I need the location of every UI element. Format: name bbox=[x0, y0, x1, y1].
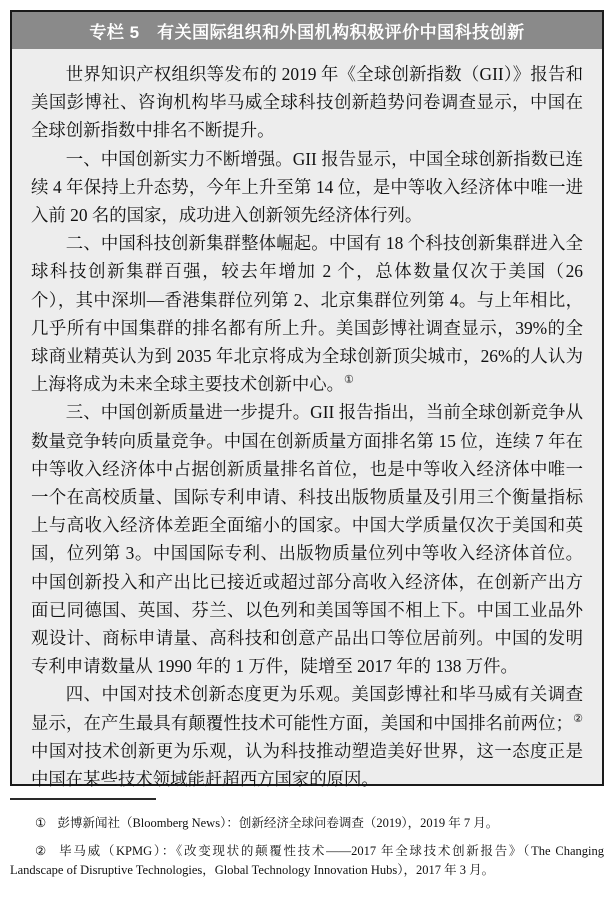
footnote-1-text: 彭博新闻社（Bloomberg News）：创新经济全球问卷调查（2019），2019 年 7 月。 bbox=[57, 816, 499, 830]
column-box-body bbox=[12, 49, 602, 793]
paragraph bbox=[31, 680, 583, 793]
footnotes-section bbox=[10, 798, 604, 889]
paragraph-text: 世界知识产权组织等发布的 2019 年《全球创新指数（GII）》报告和美国彭博社、咨询机构毕马威全球科技创新趋势问卷调查显示，中国在全球创新指数中排名不断提升。 bbox=[31, 64, 583, 141]
paragraph bbox=[31, 145, 583, 230]
paragraph-text: 一、中国创新实力不断增强。GII 报告显示，中国全球创新指数已连续 4 年保持上升态势，今年上升至第 14 位，是中等收入经济体中唯一进入前 20 名的国家，成功进入创新领先经济体行列。 bbox=[31, 148, 583, 226]
paragraph bbox=[31, 398, 583, 680]
paragraph-text: 四、中国对技术创新态度更为乐观。美国彭博社和毕马威有关调查显示，在产生最具有颠覆性技术可能性方面，美国和中国排名前两位； bbox=[31, 684, 583, 733]
footnote-2-marker: ② bbox=[35, 843, 48, 858]
paragraph-text: 二、中国科技创新集群整体崛起。中国有 18 个科技创新集群进入全球科技创新集群百强，较去年增加 2 个，总体数量仅次于美国（26 个），其中深圳—香港集群位列第 2、北京集群位列第 4。与上年相比，几乎所有中国集群的排名都有所上升。美国彭博社调查显示，39%的全球商业精英认为到 2035 年北京将成为全球创新顶尖城市，26%的人认为上海将成为未来全球主要技术创新中心。 bbox=[31, 233, 583, 395]
footnote-divider bbox=[10, 798, 156, 800]
paragraph bbox=[31, 60, 583, 145]
footnote-2 bbox=[10, 842, 604, 881]
footnote-2-text: 毕马威（KPMG）：《改变现状的颠覆性技术——2017 年全球技术创新报告》（The Changing Landscape of Disruptive Technologies，Global Technology Innovation Hubs），2017 年 3 月。 bbox=[10, 843, 604, 877]
column-box bbox=[10, 10, 604, 790]
paragraph bbox=[31, 229, 583, 398]
paragraph-text: 三、中国创新质量进一步提升。GII 报告指出，当前全球创新竞争从数量竞争转向质量竞争。中国在创新质量方面排名第 15 位，连续 7 年在中等收入经济体中占据创新质量排名首位，也是中等收入经济体中唯一一个在高校质量、国际专利申请、科技出版物质量及引用三个衡量指标上与高收入经济体差距全面缩小的国家。中国大学质量仅次于美国和英国，位列第 3。中国国际专利、出版物质量位列中等收入经济体首位。中国创新投入和产出比已接近或超过部分高收入经济体，在创新产出方面已同德国、英国、芬兰、以色列和美国等国不相上下。中国工业品外观设计、商标申请量、高科技和创意产品出口等位居前列。中国的发明专利申请数量从 1990 年的 1 万件，陡增至 2017 年的 138 万件。 bbox=[31, 402, 583, 677]
column-box-title: 专栏 5 有关国际组织和外国机构积极评价中国科技创新 bbox=[12, 12, 602, 49]
footnote-1-marker: ① bbox=[35, 816, 47, 830]
footnote-ref: ② bbox=[573, 712, 583, 725]
footnote-1 bbox=[10, 814, 604, 834]
paragraph-text: 中国对技术创新更为乐观，认为科技推动塑造美好世界，这一态度正是中国在某些技术领域能赶超西方国家的原因。 bbox=[31, 740, 583, 790]
footnote-ref: ① bbox=[344, 374, 354, 387]
